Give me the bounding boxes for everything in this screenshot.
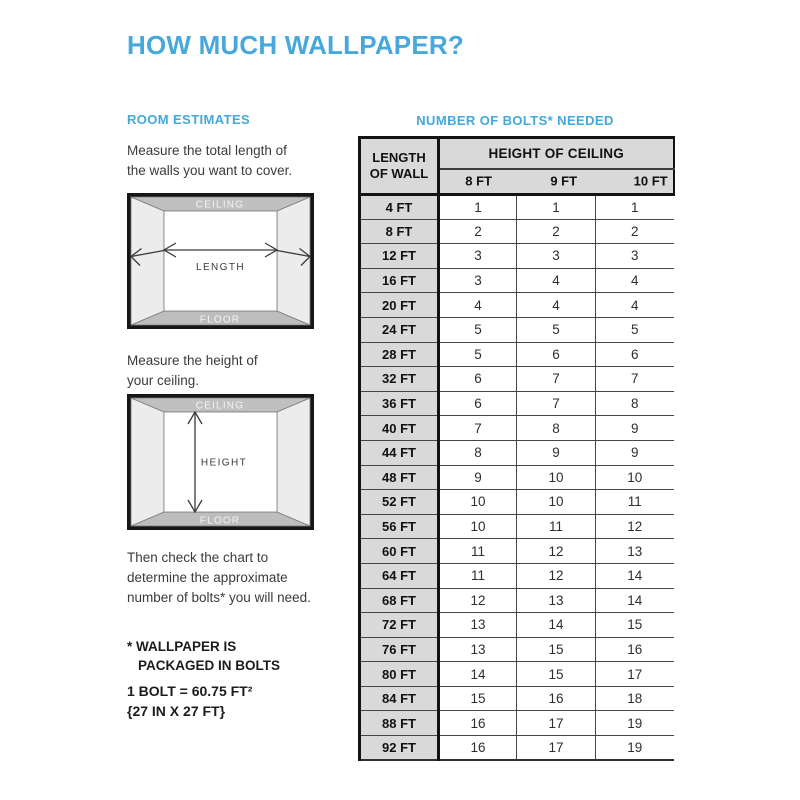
bolts-count-cell: 8 bbox=[596, 391, 674, 416]
bolts-count-cell: 11 bbox=[517, 514, 596, 539]
bolts-count-cell: 11 bbox=[596, 490, 674, 515]
bolt-size-line: 1 BOLT = 60.75 FT² bbox=[127, 683, 253, 699]
bolts-count-cell: 3 bbox=[517, 244, 596, 269]
wall-length-cell: 88 FT bbox=[360, 711, 439, 736]
bolts-count-cell: 6 bbox=[439, 367, 517, 392]
bolts-table-container bbox=[358, 136, 675, 761]
bolts-count-cell: 12 bbox=[596, 514, 674, 539]
floor-label: FLOOR bbox=[199, 314, 241, 326]
bolts-count-cell: 9 bbox=[517, 440, 596, 465]
room-height-diagram bbox=[127, 394, 314, 530]
bolts-count-cell: 4 bbox=[517, 268, 596, 293]
table-row bbox=[360, 391, 674, 416]
column-header-8ft: 8 FT bbox=[465, 173, 492, 189]
bolts-count-cell: 9 bbox=[439, 465, 517, 490]
table-row bbox=[360, 563, 674, 588]
bolts-count-cell: 16 bbox=[439, 711, 517, 736]
table-row bbox=[360, 662, 674, 687]
bolts-count-cell: 17 bbox=[517, 711, 596, 736]
bolt-size-line: {27 IN X 27 FT} bbox=[127, 703, 226, 719]
wall-length-cell: 48 FT bbox=[360, 465, 439, 490]
bolts-count-cell: 6 bbox=[517, 342, 596, 367]
bolts-count-cell: 4 bbox=[517, 293, 596, 318]
bolts-count-cell: 3 bbox=[596, 244, 674, 269]
left-wall-surface bbox=[131, 398, 164, 526]
wall-length-cell: 8 FT bbox=[360, 219, 439, 244]
wall-length-cell: 24 FT bbox=[360, 317, 439, 342]
bolts-count-cell: 5 bbox=[596, 317, 674, 342]
table-row bbox=[360, 514, 674, 539]
bolts-count-cell: 1 bbox=[517, 195, 596, 220]
instruction-line: Measure the total length of bbox=[127, 143, 287, 158]
wall-length-cell: 80 FT bbox=[360, 662, 439, 687]
room-estimates-heading: ROOM ESTIMATES bbox=[127, 112, 251, 127]
bolts-count-cell: 8 bbox=[439, 440, 517, 465]
bolts-table-body bbox=[360, 195, 674, 761]
floor-label: FLOOR bbox=[199, 515, 241, 527]
bolts-count-cell: 4 bbox=[596, 293, 674, 318]
instruction-line: the walls you want to cover. bbox=[127, 163, 293, 178]
instruction-line: your ceiling. bbox=[127, 373, 200, 388]
length-of-wall-header bbox=[360, 138, 439, 195]
bolts-count-cell: 17 bbox=[596, 662, 674, 687]
bolts-count-cell: 15 bbox=[596, 613, 674, 638]
bolts-count-cell: 19 bbox=[596, 736, 674, 761]
bolts-count-cell: 13 bbox=[596, 539, 674, 564]
bolts-count-cell: 15 bbox=[517, 637, 596, 662]
bolts-count-cell: 1 bbox=[596, 195, 674, 220]
bolts-count-cell: 2 bbox=[439, 219, 517, 244]
wall-length-cell: 44 FT bbox=[360, 440, 439, 465]
bolts-count-cell: 19 bbox=[596, 711, 674, 736]
wall-length-cell: 40 FT bbox=[360, 416, 439, 441]
footnote-line: * WALLPAPER IS bbox=[127, 639, 237, 654]
wall-length-cell: 32 FT bbox=[360, 367, 439, 392]
bolts-count-cell: 14 bbox=[439, 662, 517, 687]
bolts-count-cell: 10 bbox=[439, 514, 517, 539]
bolts-count-cell: 10 bbox=[439, 490, 517, 515]
table-row bbox=[360, 465, 674, 490]
bolts-count-cell: 9 bbox=[596, 440, 674, 465]
table-row bbox=[360, 613, 674, 638]
header-line: OF WALL bbox=[369, 166, 429, 181]
table-row bbox=[360, 490, 674, 515]
bolts-count-cell: 18 bbox=[596, 686, 674, 711]
bolts-count-cell: 3 bbox=[439, 244, 517, 269]
right-wall-surface bbox=[277, 398, 310, 526]
bolts-count-cell: 3 bbox=[439, 268, 517, 293]
ceiling-label: CEILING bbox=[195, 199, 245, 211]
table-row bbox=[360, 367, 674, 392]
bolts-count-cell: 4 bbox=[596, 268, 674, 293]
instruction-line: determine the approximate bbox=[127, 570, 288, 585]
bolts-count-cell: 8 bbox=[517, 416, 596, 441]
wall-length-cell: 52 FT bbox=[360, 490, 439, 515]
instruction-chart-text bbox=[127, 548, 311, 608]
wall-length-cell: 64 FT bbox=[360, 563, 439, 588]
column-header-9ft: 9 FT bbox=[550, 173, 578, 189]
wall-length-cell: 72 FT bbox=[360, 613, 439, 638]
bolt-size-info bbox=[127, 681, 252, 721]
bolts-count-cell: 7 bbox=[596, 367, 674, 392]
header-line: LENGTH bbox=[372, 150, 426, 165]
bolts-count-cell: 10 bbox=[596, 465, 674, 490]
bolts-count-cell: 15 bbox=[517, 662, 596, 687]
bolts-count-cell: 10 bbox=[517, 490, 596, 515]
wall-length-cell: 68 FT bbox=[360, 588, 439, 613]
bolts-count-cell: 6 bbox=[596, 342, 674, 367]
ceiling-height-columns bbox=[439, 169, 674, 195]
table-row bbox=[360, 416, 674, 441]
bolts-count-cell: 16 bbox=[596, 637, 674, 662]
bolts-count-cell: 12 bbox=[439, 588, 517, 613]
wall-length-cell: 28 FT bbox=[360, 342, 439, 367]
wall-length-cell: 84 FT bbox=[360, 686, 439, 711]
table-header-row bbox=[360, 138, 674, 169]
bolts-count-cell: 7 bbox=[517, 391, 596, 416]
bolts-count-cell: 7 bbox=[439, 416, 517, 441]
bolts-count-cell: 9 bbox=[596, 416, 674, 441]
bolts-count-cell: 4 bbox=[439, 293, 517, 318]
back-wall-surface bbox=[164, 211, 277, 311]
wall-length-cell: 56 FT bbox=[360, 514, 439, 539]
table-row bbox=[360, 637, 674, 662]
bolts-count-cell: 11 bbox=[439, 539, 517, 564]
height-measure-label: HEIGHT bbox=[200, 457, 248, 469]
bolts-count-cell: 14 bbox=[596, 563, 674, 588]
table-row bbox=[360, 342, 674, 367]
bolts-count-cell: 12 bbox=[517, 539, 596, 564]
instruction-line: number of bolts* you will need. bbox=[127, 590, 311, 605]
bolts-count-cell: 7 bbox=[517, 367, 596, 392]
bolts-count-cell: 13 bbox=[439, 637, 517, 662]
table-row bbox=[360, 686, 674, 711]
bolts-needed-heading: NUMBER OF BOLTS* NEEDED bbox=[416, 113, 614, 128]
wall-length-cell: 20 FT bbox=[360, 293, 439, 318]
table-row bbox=[360, 293, 674, 318]
room-length-diagram bbox=[127, 193, 314, 329]
bolts-count-cell: 6 bbox=[439, 391, 517, 416]
footnote-line: PACKAGED IN BOLTS bbox=[138, 658, 281, 673]
bolts-count-cell: 11 bbox=[439, 563, 517, 588]
height-of-ceiling-header: HEIGHT OF CEILING bbox=[439, 138, 674, 169]
bolts-count-cell: 16 bbox=[439, 736, 517, 761]
bolts-count-cell: 13 bbox=[439, 613, 517, 638]
table-row bbox=[360, 711, 674, 736]
wall-length-cell: 76 FT bbox=[360, 637, 439, 662]
instruction-height-text bbox=[127, 351, 258, 391]
table-row bbox=[360, 219, 674, 244]
bolts-count-cell: 1 bbox=[439, 195, 517, 220]
table-row bbox=[360, 195, 674, 220]
table-row bbox=[360, 268, 674, 293]
page-title: HOW MUCH WALLPAPER? bbox=[127, 30, 464, 60]
bolts-count-cell: 16 bbox=[517, 686, 596, 711]
length-measure-label: LENGTH bbox=[196, 262, 245, 273]
wall-length-cell: 4 FT bbox=[360, 195, 439, 220]
bolts-count-cell: 15 bbox=[439, 686, 517, 711]
bolts-count-cell: 13 bbox=[517, 588, 596, 613]
bolts-count-cell: 14 bbox=[517, 613, 596, 638]
bolts-count-cell: 5 bbox=[517, 317, 596, 342]
column-header-10ft: 10 FT bbox=[633, 173, 668, 189]
wall-length-cell: 36 FT bbox=[360, 391, 439, 416]
table-row bbox=[360, 588, 674, 613]
wall-length-cell: 16 FT bbox=[360, 268, 439, 293]
table-row bbox=[360, 736, 674, 761]
table-row bbox=[360, 539, 674, 564]
wall-length-cell: 12 FT bbox=[360, 244, 439, 269]
bolts-count-cell: 10 bbox=[517, 465, 596, 490]
wallpaper-bolts-footnote bbox=[127, 637, 280, 675]
wall-length-cell: 92 FT bbox=[360, 736, 439, 761]
ceiling-label: CEILING bbox=[195, 400, 245, 412]
bolts-count-cell: 14 bbox=[596, 588, 674, 613]
table-row bbox=[360, 440, 674, 465]
instruction-line: Then check the chart to bbox=[127, 550, 269, 565]
bolts-table bbox=[358, 136, 675, 761]
bolts-count-cell: 2 bbox=[596, 219, 674, 244]
bolts-count-cell: 2 bbox=[517, 219, 596, 244]
bolts-count-cell: 5 bbox=[439, 317, 517, 342]
bolts-count-cell: 12 bbox=[517, 563, 596, 588]
bolts-count-cell: 17 bbox=[517, 736, 596, 761]
instruction-line: Measure the height of bbox=[127, 353, 258, 368]
wall-length-cell: 60 FT bbox=[360, 539, 439, 564]
instruction-length-text bbox=[127, 141, 292, 181]
table-row bbox=[360, 317, 674, 342]
table-row bbox=[360, 244, 674, 269]
bolts-count-cell: 5 bbox=[439, 342, 517, 367]
